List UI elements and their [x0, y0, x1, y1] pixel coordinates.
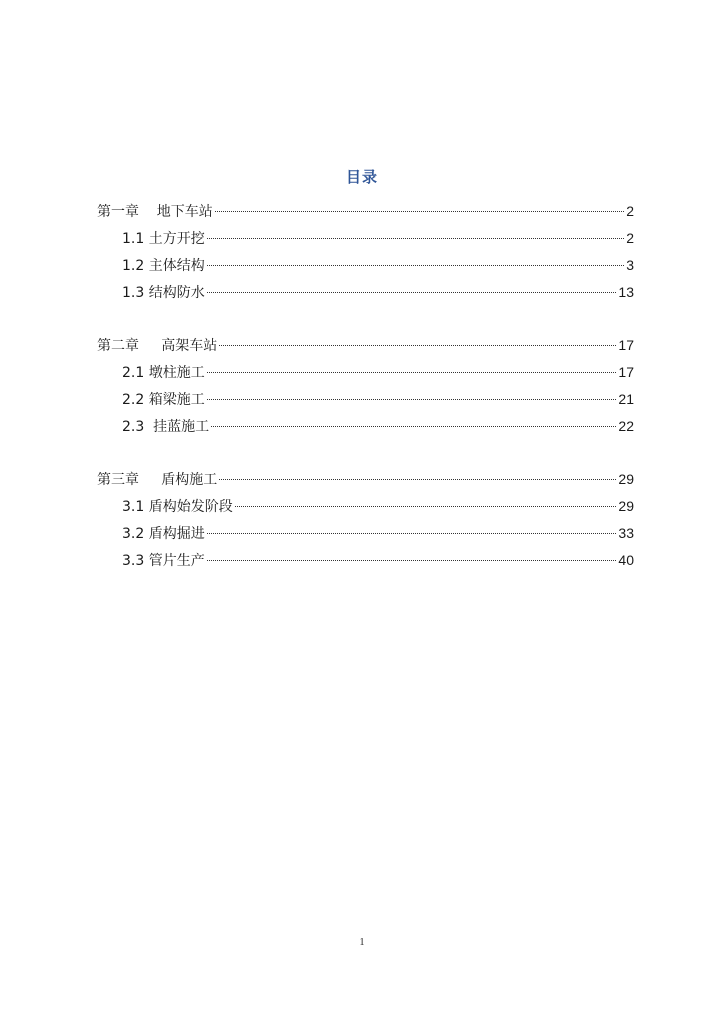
toc-entry-page: 29 — [618, 498, 634, 514]
toc-entry-label: 2.3 挂蓝施工 — [122, 419, 210, 435]
toc-title: 目录 — [345, 168, 378, 186]
toc-entry-page: 22 — [618, 418, 634, 434]
toc-dot-leader — [207, 292, 617, 293]
toc-entry-page: 3 — [626, 257, 634, 273]
toc-entry-label: 第二章 高架车站 — [97, 338, 218, 354]
toc-dot-leader — [207, 265, 624, 266]
toc-entry-label: 1.3 结构防水 — [122, 285, 205, 301]
toc-entry-page: 17 — [618, 364, 634, 380]
toc-entry-section-1-2[interactable] — [97, 254, 634, 281]
toc-entry-label: 1.1 土方开挖 — [122, 231, 205, 247]
toc-dot-leader — [215, 211, 624, 212]
toc-dot-leader — [207, 533, 617, 534]
toc-dot-leader — [211, 426, 616, 427]
toc-entry-chapter-2[interactable] — [97, 334, 634, 361]
toc-entry-page: 33 — [618, 525, 634, 541]
toc-dot-leader — [219, 345, 616, 346]
toc-entry-chapter-1[interactable] — [97, 200, 634, 227]
toc-dot-leader — [219, 479, 616, 480]
toc-entry-section-3-3[interactable] — [97, 549, 634, 576]
toc-entry-label: 第一章 地下车站 — [97, 204, 213, 220]
toc-dot-leader — [207, 399, 617, 400]
toc-entry-section-2-1[interactable] — [97, 361, 634, 388]
toc-entry-section-1-1[interactable] — [97, 227, 634, 254]
toc-entry-chapter-3[interactable] — [97, 468, 634, 495]
toc-dot-leader — [207, 560, 617, 561]
toc-entry-label: 3.3 管片生产 — [122, 553, 205, 569]
toc-entry-page: 2 — [626, 230, 634, 246]
toc-entry-page: 17 — [618, 337, 634, 353]
toc-entry-section-1-3[interactable] — [97, 281, 634, 308]
toc-dot-leader — [207, 372, 617, 373]
toc-entry-label: 3.1 盾构始发阶段 — [122, 499, 233, 515]
toc-entry-section-2-2[interactable] — [97, 388, 634, 415]
toc-entry-section-3-2[interactable] — [97, 522, 634, 549]
toc-dot-leader — [235, 506, 617, 507]
toc-entry-label: 1.2 主体结构 — [122, 258, 205, 274]
toc-entry-page: 21 — [618, 391, 634, 407]
table-of-contents — [97, 200, 634, 576]
toc-entry-label: 3.2 盾构掘进 — [122, 526, 205, 542]
toc-entry-section-2-3[interactable] — [97, 415, 634, 442]
page-number: 1 — [359, 937, 365, 948]
toc-entry-label: 第三章 盾构施工 — [97, 472, 218, 488]
toc-entry-page: 2 — [626, 203, 634, 219]
toc-entry-page: 40 — [618, 552, 634, 568]
toc-entry-page: 29 — [618, 471, 634, 487]
toc-entry-page: 13 — [618, 284, 634, 300]
toc-entry-section-3-1[interactable] — [97, 495, 634, 522]
toc-dot-leader — [207, 238, 624, 239]
toc-entry-label: 2.2 箱梁施工 — [122, 392, 205, 408]
toc-entry-label: 2.1 墩柱施工 — [122, 365, 205, 381]
